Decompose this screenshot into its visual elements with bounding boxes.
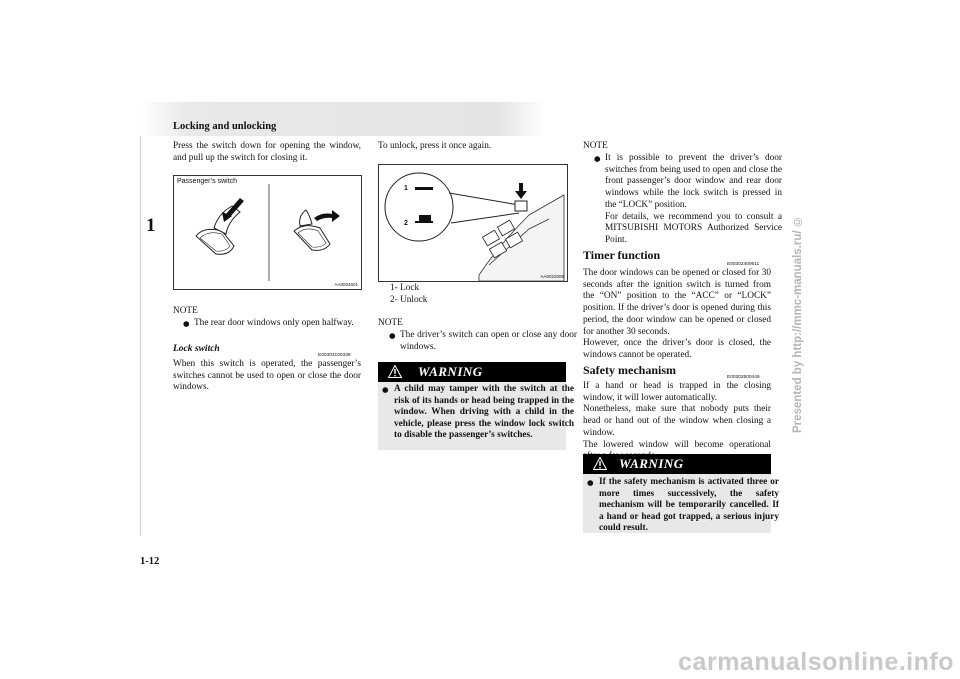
note-item xyxy=(594,153,782,247)
bullet-icon: ● xyxy=(183,319,190,328)
figure-code: AA0022008 xyxy=(540,274,564,279)
warning-triangle-icon xyxy=(593,457,607,470)
warning-text: If the safety mechanism is activated three or more times successively, the safety mechanism will be temporarily cancelled. If a hand or head got trapped, a serious injury could result. xyxy=(599,477,779,534)
legend-item-unlock: 2- Unlock xyxy=(390,294,428,305)
figure-code: AA0004501 xyxy=(334,282,358,287)
warning-header xyxy=(378,362,566,382)
section-title: Locking and unlocking xyxy=(173,121,277,132)
col1-intro xyxy=(173,141,361,164)
warning-item xyxy=(382,384,574,442)
note-label: NOTE xyxy=(378,318,403,328)
warning-text: A child may tamper with the switch at the risk of its hands or head being trapped in the window. When driving with a child in the vehicle, please press the window lock switch to disable the passenger’s switches. xyxy=(394,384,574,441)
bullet-icon: ● xyxy=(382,385,389,394)
switch-illustration xyxy=(174,176,361,289)
warning-item xyxy=(587,477,779,535)
callout-1: 1 xyxy=(404,185,408,192)
side-credit-text: Presented by http://mmc-manuals.ru/ © xyxy=(792,215,804,433)
watermark: carmanualsonline.info xyxy=(678,648,954,676)
note-text: It is possible to prevent the driver’s door switches from being used to open and close the front passenger’s door window and rear door windows while the lock switch is pressed in the “LOCK” position. xyxy=(605,153,782,210)
unlock-text: To unlock, press it once again. xyxy=(378,141,492,151)
lock-switch-heading: Lock switch xyxy=(173,344,220,354)
lock-switch-code: E00303100338 xyxy=(318,353,351,358)
safety-mechanism-body xyxy=(583,381,771,463)
note-item xyxy=(183,318,372,330)
safety-text-1: If a hand or head is trapped in the closing window, it will lower automatically. xyxy=(583,381,771,403)
bullet-icon: ● xyxy=(389,331,396,340)
bullet-icon: ● xyxy=(594,154,601,163)
lock-switch-text: When this switch is operated, the passenger’s switches cannot be used to open or close the door windows. xyxy=(173,359,361,393)
intro-paragraph: Press the switch down for opening the window, and pull up the switch for closing it. xyxy=(173,141,361,163)
chapter-number: 1 xyxy=(146,215,156,236)
timer-function-heading: Timer function xyxy=(583,248,661,262)
callout-2: 2 xyxy=(404,220,408,227)
note-text: The driver’s switch can open or close any door windows. xyxy=(400,330,577,352)
timer-text-2: However, once the driver’s door is closed, the windows cannot be operated. xyxy=(583,338,771,360)
timer-function-body xyxy=(583,268,771,362)
timer-function-code: E00302400611 xyxy=(727,262,760,267)
lock-switch-figure xyxy=(378,164,568,282)
safety-text-2: Nonetheless, make sure that nobody puts their head or hand out of the window when closing a window. xyxy=(583,404,771,438)
safety-mechanism-code: E00302500449 xyxy=(727,375,760,380)
page-number: 1-12 xyxy=(140,556,160,567)
note-item xyxy=(389,330,577,353)
passenger-switch-figure xyxy=(173,175,362,290)
timer-text-1: The door windows can be opened or closed for 30 seconds after the ignition switch is turned from the “ON” position to the “ACC” or “LOCK” position. If the driver’s door is opened during this period, the door window can be opened or closed for another 30 seconds. xyxy=(583,268,771,337)
safety-text-3: The lowered window will become operational xyxy=(583,439,771,450)
safety-mechanism-heading: Safety mechanism xyxy=(583,363,676,377)
lock-switch-body xyxy=(173,359,361,394)
warning-header xyxy=(583,454,771,474)
note-text: The rear door windows only open halfway. xyxy=(194,318,354,328)
figure-legend xyxy=(390,283,427,306)
legend-item-lock: 1- Lock xyxy=(390,283,420,293)
bullet-icon: ● xyxy=(587,478,594,487)
note-text-followup: For details, we recommend you to consult a MITSUBISHI MOTORS Authorized Service Point. xyxy=(605,211,782,245)
figure-label: Passenger’s switch xyxy=(177,178,238,185)
warning-triangle-icon xyxy=(388,365,402,378)
warning-box xyxy=(378,362,574,450)
warning-title: WARNING xyxy=(418,364,483,379)
note-label: NOTE xyxy=(173,306,198,316)
warning-box xyxy=(583,454,779,534)
note-label: NOTE xyxy=(583,141,608,151)
side-rule xyxy=(140,136,141,536)
col2-intro xyxy=(378,141,566,153)
warning-title: WARNING xyxy=(619,456,684,471)
